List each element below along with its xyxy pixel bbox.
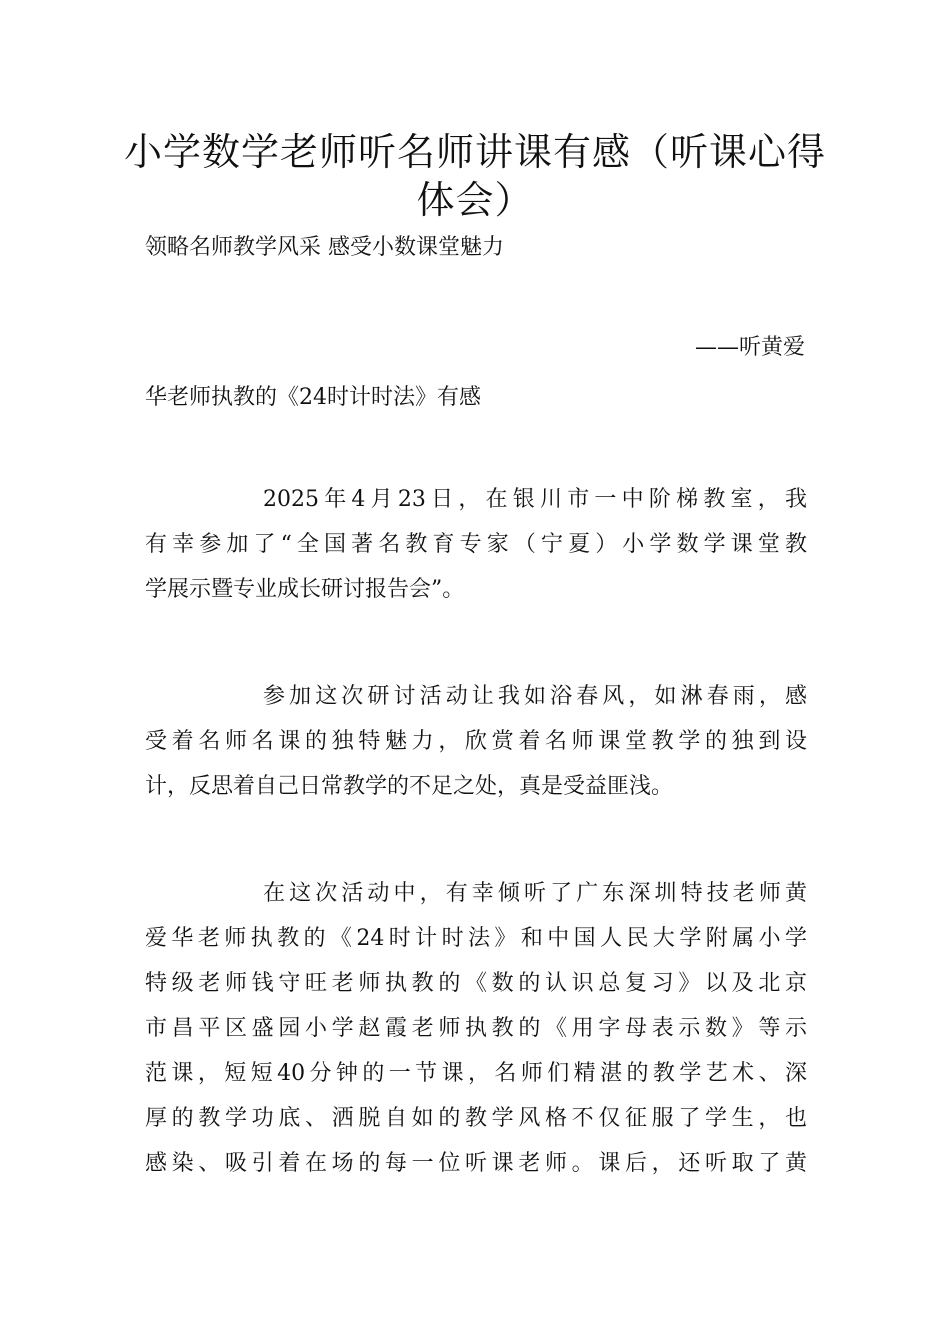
byline-part-1: ——听黄爱 (694, 335, 805, 360)
paragraph-line: 在这次活动中，有幸倾听了广东深圳特技老师黄 (263, 881, 807, 906)
paragraph-line: 有幸参加了“全国著名教育专家（宁夏）小学数学课堂教 (145, 532, 807, 557)
paragraph-line: 特级老师钱守旺老师执教的《数的认识总复习》以及北京 (145, 971, 807, 996)
paragraph-2 (145, 674, 807, 809)
paragraph-line: 计，反思着自己日常教学的不足之处，真是受益匪浅。 (145, 774, 674, 799)
byline-part-2: 华老师执教的《24时计时法》有感 (145, 385, 481, 410)
document-title: 小学数学老师听名师讲课有感（听课心得体会） (123, 130, 826, 222)
paragraph-line: 2025年4月23日，在银川市一中阶梯教室，我 (263, 487, 807, 512)
paragraph-line: 厚的教学功底、洒脱自如的教学风格不仅征服了学生，也 (145, 1106, 807, 1131)
paragraph-3 (145, 871, 807, 1186)
paragraph-line: 市昌平区盛园小学赵霞老师执教的《用字母表示数》等示 (145, 1016, 807, 1041)
paragraph-line: 范课，短短40分钟的一节课，名师们精湛的教学艺术、深 (145, 1061, 807, 1086)
document-subtitle: 领略名师教学风采 感受小数课堂魅力 (145, 235, 504, 260)
paragraph-line: 感染、吸引着在场的每一位听课老师。课后，还听取了黄 (145, 1151, 807, 1176)
paragraph-line: 受着名师名课的独特魅力，欣赏着名师课堂教学的独到设 (145, 729, 807, 754)
paragraph-line: 爱华老师执教的《24时计时法》和中国人民大学附属小学 (145, 926, 807, 951)
paragraph-line: 参加这次研讨活动让我如浴春风，如淋春雨，感 (263, 684, 807, 709)
paragraph-1 (145, 477, 807, 612)
paragraph-line: 学展示暨专业成长研讨报告会”。 (145, 577, 465, 602)
